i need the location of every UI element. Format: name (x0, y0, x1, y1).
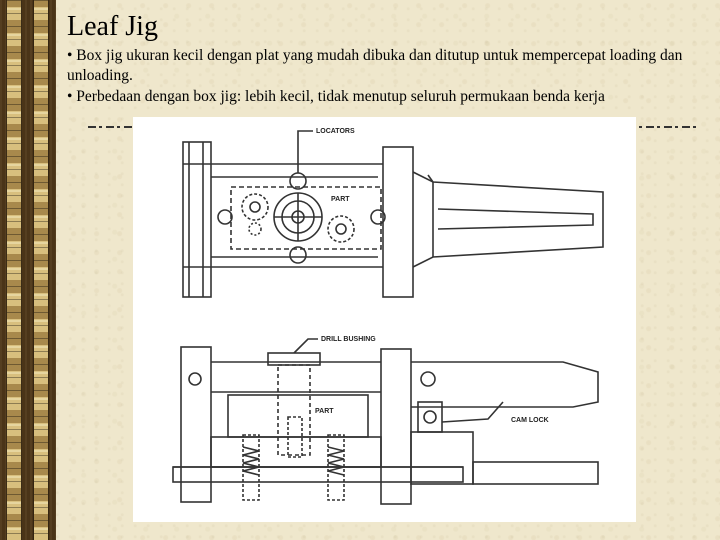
leaf-jig-svg (133, 117, 636, 522)
decorative-sidebar (0, 0, 56, 540)
cam-lock-label: CAM LOCK (511, 417, 549, 424)
chain-border-left (7, 0, 21, 540)
bullet-1: • Box jig ukuran kecil dengan plat yang mudah dibuka dan ditutup untuk mempercepat loading dan unloading. (67, 47, 683, 84)
drill-bushing-label: DRILL BUSHING (321, 336, 376, 343)
locators-label: LOCATORS (316, 128, 355, 135)
part-label-bottom: PART (315, 408, 334, 415)
bullet-2: • Perbedaan dengan box jig: lebih kecil, tidak menutup seluruh permukaan benda kerja (67, 88, 605, 105)
chain-border-right (34, 0, 48, 540)
slide-content (67, 10, 712, 107)
leaf-jig-drawing (133, 117, 636, 522)
slide-title: Leaf Jig (67, 11, 158, 42)
part-label-top: PART (331, 196, 350, 203)
